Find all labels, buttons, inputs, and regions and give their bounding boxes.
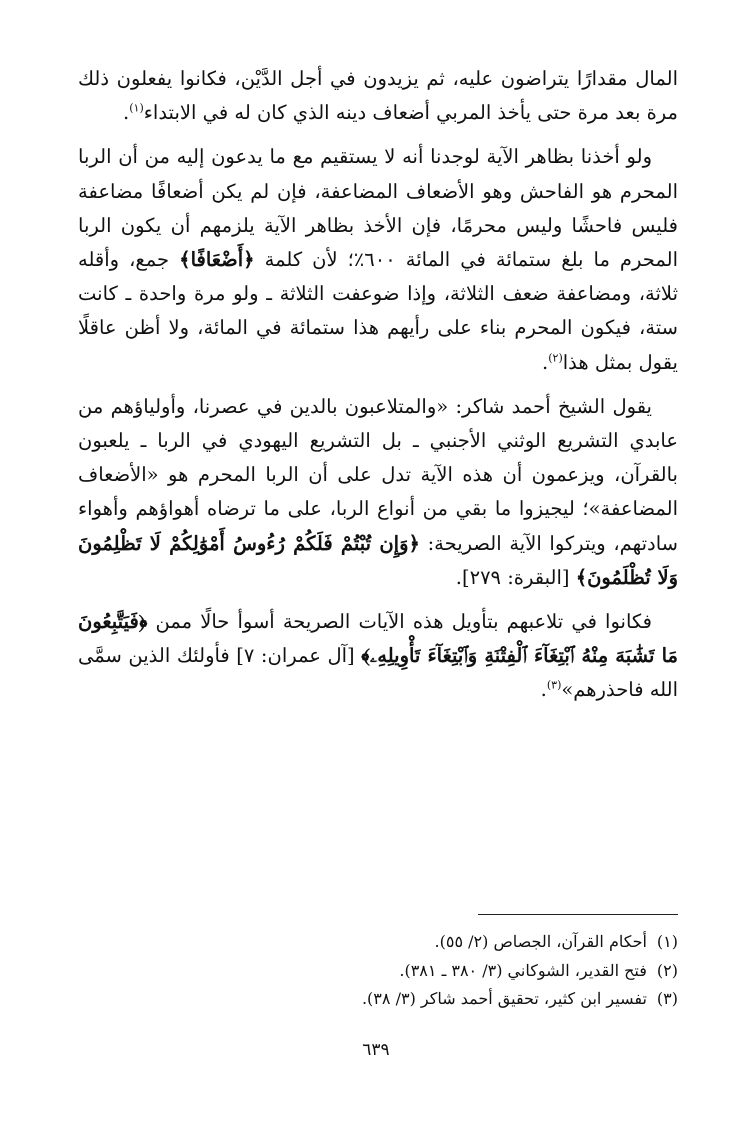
paragraph [78, 390, 678, 595]
text-run: . [540, 678, 547, 702]
footnote-reference: (٣) [546, 678, 562, 692]
footnote [200, 985, 678, 1014]
text-run: ولو أخذنا بظاهر الآية لوجدنا أنه لا يستقيم مع ما يدعون إليه من أن الربا المحرم هو الفاحش وهو الأضعاف المضاعفة، فإن لم يكن أضعافًا مضاعفة فليس فاحشًا وليس محرمًا، فإن الأخذ بظاهر الآية يلزمهم أن يكون الربا المحرم ما بلغ ستمائة في المائة ٦٠٠٪؛ لأن كلمة [78, 145, 678, 272]
text-run: يقول الشيخ أحمد شاكر: «والمتلاعبون بالدين في عصرنا، وأولياؤهم من عابدي التشريع الوثني الأجنبي ـ بل التشريع اليهودي في الربا ـ يلعبون بالقرآن، ويزعمون أن هذه الآية تدل على أن الربا المحرم هو «الأضعاف المضاعفة»؛ ليجيزوا ما بقي من أنواع الربا، على ما ترضاه أهواؤهم وأهواء سادتهم، ويتركوا الآية الصريحة: [78, 394, 678, 555]
quran-quote: ﴿أَضْعَافًا﴾ [179, 248, 255, 272]
footnote-number: (١) [656, 932, 678, 951]
paragraph [78, 62, 678, 130]
text-run: فكانوا في تلاعبهم بتأويل هذه الآيات الصريحة أسوأ حالًا ممن [147, 610, 652, 634]
paragraph [78, 605, 678, 708]
text-run: جمع، وأقله ثلاثة، ومضاعفة ضعف الثلاثة، وإذا ضوعفت الثلاثة ـ ولو مرة واحدة ـ كانت ستة، فيكون المحرم بناء على رأيهم هذا ستمائة في المائة، ولا أظن عاقلًا يقول بمثل هذا [78, 248, 678, 374]
footnotes-list [200, 928, 678, 1014]
quran-quote: ﴿فَيَتَّبِعُونَ مَا تَشَٰبَهَ مِنْهُ ٱبْتِغَآءَ ٱلْفِتْنَةِ وَٱبْتِغَآءَ تَأْوِيلِهِۦ﴾ [78, 610, 678, 668]
footnote-text: تفسير ابن كثير، تحقيق أحمد شاكر (٣/ ٣٨). [361, 989, 647, 1008]
text-run: [البقرة: ٢٧٩]. [455, 565, 576, 589]
footnote-text: أحكام القرآن، الجصاص (٢/ ٥٥). [434, 932, 647, 951]
text-run: . [542, 350, 549, 374]
footnote [200, 928, 678, 957]
footnote-number: (٣) [656, 989, 678, 1008]
text-run: . [123, 101, 130, 125]
paragraph [78, 140, 678, 379]
footnote-text: فتح القدير، الشوكاني (٣/ ٣٨٠ ـ ٣٨١). [399, 960, 647, 980]
footnote-number: (٢) [656, 960, 678, 980]
footnote-separator [478, 914, 678, 915]
text-run: [آل عمران: ٧] فأولئك الذين سمَّى الله فاحذرهم» [78, 644, 678, 702]
footnote [200, 957, 678, 986]
page-number: ٦٣٩ [362, 1040, 390, 1060]
footnote-reference: (٢) [548, 351, 563, 365]
footnote-reference: (١) [129, 101, 144, 115]
main-text [78, 62, 678, 718]
quran-quote: ﴿وَإِن تُبْتُمْ فَلَكُمْ رُءُوسُ أَمْوَٰلِكُمْ لَا تَظْلِمُونَ وَلَا تُظْلَمُونَ﴾ [78, 531, 678, 589]
text-run: المال مقدارًا يتراضون عليه، ثم يزيدون في أجل الدَّيْن، فكانوا يفعلون ذلك مرة بعد مرة حتى يأخذ المربي أضعاف دينه الذي كان له في الابتداء [78, 67, 678, 125]
